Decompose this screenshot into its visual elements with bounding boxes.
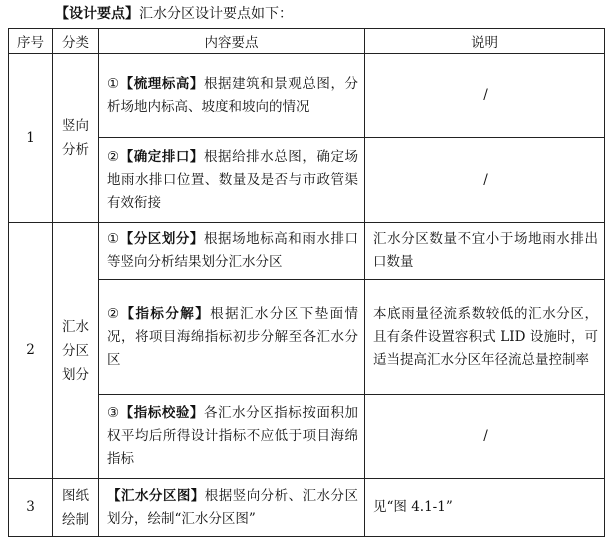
header-note: 说明 <box>365 29 605 54</box>
item-title: 【确定排口】 <box>119 148 204 165</box>
row-index: 1 <box>9 54 53 223</box>
row-category <box>53 479 99 537</box>
item-text: 根据给排水总图，确定场地雨水排口位置、数量及是否与市政管渠有效衔接 <box>107 148 359 211</box>
row-category-text: 竖向分析 <box>62 118 89 158</box>
item-marker: ① <box>107 75 120 92</box>
row-category <box>53 54 99 223</box>
header-category: 分类 <box>53 29 99 54</box>
item-text: 根据汇水分区下垫面情况，将项目海绵指标初步分解至各汇水分区 <box>107 305 359 368</box>
item-marker: ② <box>107 305 121 322</box>
row-index: 2 <box>9 223 53 479</box>
item-marker: ③ <box>107 405 120 421</box>
item-title: 【指标校验】 <box>119 405 204 421</box>
item-title: 【汇水分区图】 <box>107 487 205 504</box>
content-cell <box>99 395 365 479</box>
intro-line <box>55 4 293 24</box>
item-title: 【梳理标高】 <box>119 75 204 92</box>
content-cell <box>99 138 365 223</box>
note-cell: 汇水分区数量不宜小于场地雨水排出口数量 <box>365 223 605 280</box>
header-content: 内容要点 <box>99 29 365 54</box>
table-row <box>9 395 605 479</box>
content-cell <box>99 479 365 537</box>
row-category-text: 图纸绘制 <box>62 487 89 528</box>
table-header-row <box>9 29 605 54</box>
item-text: 根据竖向分析、汇水分区划分，绘制“汇水分区图” <box>107 487 359 527</box>
item-text: 各汇水分区指标按面积加权平均后所得设计指标不应低于项目海绵指标 <box>107 405 359 467</box>
design-points-table <box>8 28 605 537</box>
row-category-text: 汇水分区划分 <box>62 318 89 383</box>
table-row <box>9 223 605 280</box>
intro-text: 汇水分区设计要点如下： <box>139 6 293 22</box>
item-text: 根据场地标高和雨水排口等竖向分析结果划分汇水分区 <box>107 231 359 270</box>
item-text: 根据建筑和景观总图，分析场地内标高、坡度和坡向的情况 <box>107 75 359 115</box>
table-row <box>9 54 605 138</box>
content-cell <box>99 54 365 138</box>
note-cell: / <box>365 54 605 138</box>
table-row <box>9 138 605 223</box>
item-title: 【指标分解】 <box>120 305 211 322</box>
row-index: 3 <box>9 479 53 537</box>
intro-label: 【设计要点】 <box>55 6 139 22</box>
note-cell: 见“图 4.1-1” <box>365 479 605 537</box>
note-cell: 本底雨量径流系数较低的汇水分区，且有条件设置容积式 LID 设施时，可适当提高汇水分区年径流总量控制率 <box>365 280 605 395</box>
content-cell <box>99 280 365 395</box>
item-title: 【分区划分】 <box>119 231 204 247</box>
table-row <box>9 280 605 395</box>
content-cell <box>99 223 365 280</box>
item-marker: ② <box>107 148 120 165</box>
note-cell: / <box>365 138 605 223</box>
item-marker: ① <box>107 231 120 247</box>
row-category <box>53 223 99 479</box>
table-row <box>9 479 605 537</box>
note-cell: / <box>365 395 605 479</box>
header-index: 序号 <box>9 29 53 54</box>
